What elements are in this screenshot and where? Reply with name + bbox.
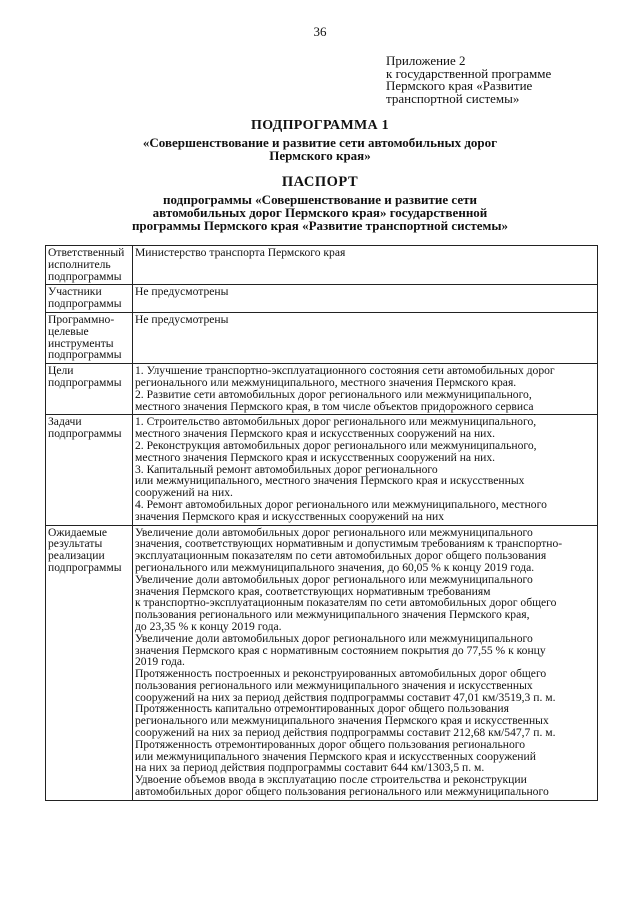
row-value-line: пользования регионального или межмуниципального значения Пермского края,: [135, 608, 530, 622]
row-value-line: Протяженность капитально отремонтированных дорог общего пользования: [135, 702, 509, 716]
passport-title-line: автомобильных дорог Пермского края» государственной: [152, 205, 488, 220]
row-value-line: эксплуатационным показателям по сети автомобильных дорог общего пользования: [135, 549, 547, 563]
row-label-line: подпрограммы: [48, 348, 122, 362]
row-value-line: 1. Улучшение транспортно-эксплуатационного состояния сети автомобильных дорог: [135, 364, 555, 378]
row-value-line: значения Пермского края и искусственных сооружений на них: [135, 509, 445, 523]
row-value-line: сооружений на них.: [135, 486, 233, 500]
passport-title-line: подпрограммы «Совершенствование и развитие сети: [163, 192, 477, 207]
row-value-line: регионального или межмуниципального значения, до 60,05 % к концу 2019 года.: [135, 560, 535, 574]
table-row: [46, 312, 598, 363]
passport-table: [45, 245, 598, 801]
row-value-line: местного значения Пермского края и искусственных сооружений на них.: [135, 450, 496, 464]
row-value-line: к транспортно-эксплуатационным показателям по сети автомобильных дорог общего: [135, 596, 557, 610]
appendix-line: транспортной системы»: [386, 90, 520, 106]
subprogram-title-line: «Совершенствование и развитие сети автомобильных дорог: [142, 135, 498, 150]
row-value-line: до 23,35 % к концу 2019 года.: [135, 619, 282, 633]
row-value-line: 3. Капитальный ремонт автомобильных дорог регионального: [135, 462, 438, 476]
row-label-line: подпрограммы: [48, 269, 122, 283]
row-value-cell: [133, 312, 598, 363]
row-label-line: реализации: [48, 549, 105, 563]
row-label-cell: [46, 525, 133, 800]
row-value-line: Протяженность построенных и реконструированных автомобильных дорог общего: [135, 667, 547, 681]
row-value-line: 2. Реконструкция автомобильных дорог регионального или межмуниципального,: [135, 438, 537, 452]
row-value-line: Увеличение доли автомобильных дорог регионального или межмуниципального: [135, 572, 533, 586]
passport-heading: ПАСПОРТ: [281, 174, 359, 190]
row-value-line: или межмуниципального, местного значения Пермского края и искусственных: [135, 474, 525, 488]
row-value-line: сооружений на них за период действия подпрограммы составит 212,68 км/547,7 п. м.: [135, 726, 556, 740]
table-row: [46, 364, 598, 415]
row-label-line: Ответственный: [48, 246, 125, 259]
row-label-cell: [46, 285, 133, 313]
row-value-line: значения, соответствующих нормативным и допустимым требованиям к транспортно-: [135, 537, 563, 551]
row-value-line: 1. Строительство автомобильных дорог регионального или межмуниципального,: [135, 415, 537, 429]
row-label-cell: [46, 364, 133, 415]
row-value-line: значения Пермского края с нормативным состоянием покрытия до 77,55 % к концу: [135, 643, 546, 657]
row-label-line: целевые: [48, 324, 89, 338]
appendix-note: [386, 55, 626, 105]
passport-title: [0, 193, 640, 232]
row-value-cell: [133, 246, 598, 285]
row-value-line: 2019 года.: [135, 655, 185, 669]
row-label-line: Программно-: [48, 312, 115, 326]
row-value-line: на них за период действия подпрограммы составит 644 км/1303,5 п. м.: [135, 761, 485, 775]
row-label-line: Участники: [48, 285, 102, 299]
table-row: [46, 285, 598, 313]
row-value-line: автомобильных дорог общего пользования регионального или межмуниципального: [135, 785, 549, 799]
row-label-line: Цели: [48, 364, 74, 378]
row-value-cell: [133, 364, 598, 415]
page-number: 36: [313, 24, 327, 39]
row-value-line: Не предусмотрены: [135, 285, 229, 299]
row-label-line: Ожидаемые: [48, 525, 108, 539]
row-value-line: сооружений на них за период действия подпрограммы составит 47,01 км/3519,3 п. м.: [135, 690, 556, 704]
row-label-line: Задачи: [48, 415, 82, 429]
table-row: [46, 415, 598, 525]
row-label-line: подпрограммы: [48, 427, 122, 441]
row-value-line: регионального или межмуниципального значения Пермского края и искусственных: [135, 714, 549, 728]
row-value-cell: [133, 285, 598, 313]
row-value-line: местного значения Пермского края и искусственных сооружений на них.: [135, 427, 496, 441]
row-value-line: Увеличение доли автомобильных дорог регионального или межмуниципального: [135, 631, 533, 645]
row-label-line: подпрограммы: [48, 297, 122, 311]
row-label-line: результаты: [48, 537, 103, 551]
row-value-line: местного значения Пермского края, в том числе объектов придорожного сервиса: [135, 399, 534, 413]
row-value-line: Удвоение объемов ввода в эксплуатацию после строительства и реконструкции: [135, 773, 527, 787]
row-label-line: инструменты: [48, 336, 114, 350]
row-value-line: пользования регионального или межмуниципального значения и искусственных: [135, 678, 533, 692]
subprogram-title-line: Пермского края»: [269, 148, 371, 163]
row-value-line: Не предусмотрены: [135, 312, 229, 326]
row-value-line: Протяженность отремонтированных дорог общего пользования регионального: [135, 737, 526, 751]
row-value-cell: [133, 415, 598, 525]
row-label-cell: [46, 246, 133, 285]
row-value-cell: [133, 525, 598, 800]
appendix-line: Приложение 2: [386, 53, 466, 68]
row-value-line: 2. Развитие сети автомобильных дорог регионального или межмуниципального,: [135, 387, 532, 401]
passport-title-line: программы Пермского края «Развитие транспортной системы»: [131, 218, 509, 233]
row-value-line: значения Пермского края, соответствующих нормативным требованиям: [135, 584, 491, 598]
row-label-cell: [46, 312, 133, 363]
subprogram-title: [0, 136, 640, 162]
table-row: [46, 246, 598, 285]
appendix-line: к государственной программе: [386, 65, 552, 81]
row-label-cell: [46, 415, 133, 525]
row-value-line: или межмуниципального значения Пермского края и искусственных сооружений: [135, 749, 536, 763]
row-value-line: регионального или межмуниципального, местного значения Пермского края.: [135, 375, 517, 389]
row-value-line: Увеличение доли автомобильных дорог регионального или межмуниципального: [135, 525, 533, 539]
appendix-line: Пермского края «Развитие: [386, 78, 533, 93]
subprogram-heading: ПОДПРОГРАММА 1: [251, 118, 389, 133]
table-row: [46, 525, 598, 800]
row-value-line: Министерство транспорта Пермского края: [135, 246, 346, 259]
row-label-line: исполнитель: [48, 257, 111, 271]
row-value-line: 4. Ремонт автомобильных дорог регионального или межмуниципального, местного: [135, 497, 547, 511]
row-label-line: подпрограммы: [48, 560, 122, 574]
row-label-line: подпрограммы: [48, 375, 122, 389]
